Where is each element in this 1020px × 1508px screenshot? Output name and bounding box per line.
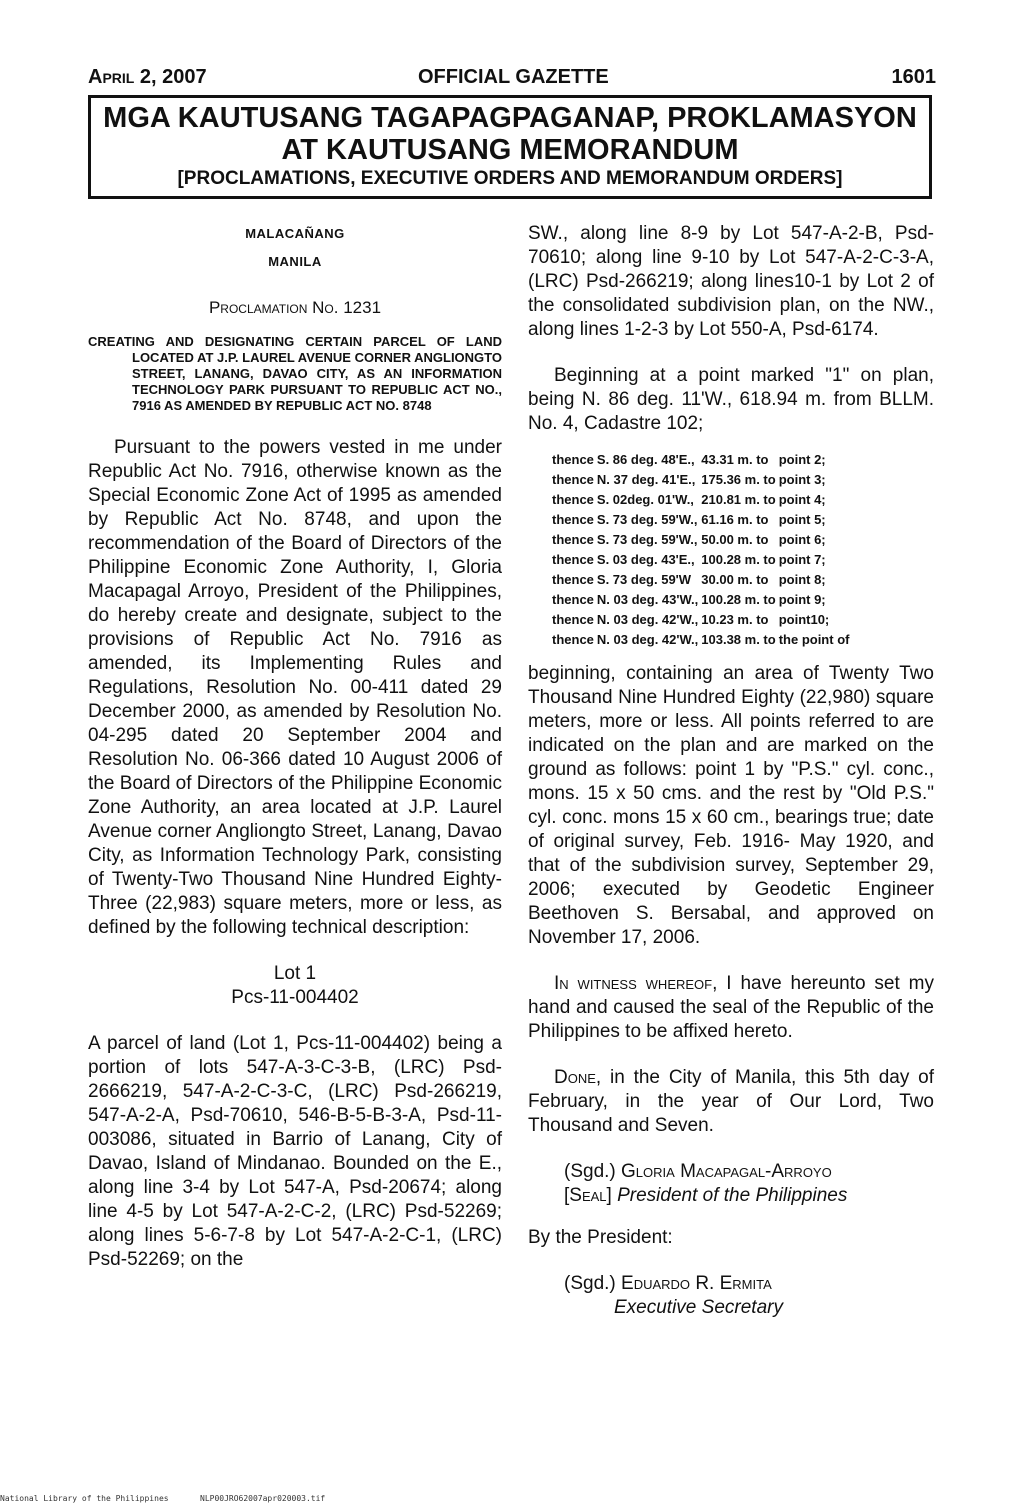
thence-word: thence xyxy=(552,492,594,507)
thence-word: thence xyxy=(552,632,594,647)
thence-bearing: S. 02deg. 01'W., xyxy=(596,492,694,507)
section-title-line2: AT KAUTUSANG MEMORANDUM xyxy=(281,134,739,166)
thence-word: thence xyxy=(552,452,594,467)
left-column xyxy=(88,222,502,1272)
thence-point: point 5; xyxy=(778,512,826,527)
area-description: beginning, containing an area of Twenty Two Thousand Nine Hundred Eighty (22,980) square meters, more or less. All points referred to are indicated on the plan and are marked on the ground as follows: point 1 by "P.S." cyl. conc., mons. 15 x 50 cms. and the rest by "Old P.S." cyl. conc. mons 15 x 60 cm., bearings true; date of original survey, Feb. 1916- May 1920, and that of the subdivision survey, September 29, 2006; executed by Geodetic Engineer Beethoven S. Bersabal, and approved on November 17, 2006. xyxy=(528,663,934,948)
thence-row xyxy=(552,530,852,550)
witness-lead: In witness whereof, xyxy=(554,973,718,994)
malacanang-label: MALACAÑANG xyxy=(245,226,345,241)
secretary-title: Executive Secretary xyxy=(614,1297,783,1318)
section-title-box xyxy=(88,95,932,199)
thence-dist: 103.38 m. to xyxy=(701,632,776,647)
thence-row xyxy=(552,510,852,530)
manila-label: MANILA xyxy=(268,254,322,269)
thence-dist: 10.23 m. to xyxy=(701,612,769,627)
thence-point: point 3; xyxy=(778,472,826,487)
thence-dist: 100.28 m. to xyxy=(701,592,776,607)
thence-row xyxy=(552,630,852,650)
thence-bearing: N. 03 deg. 42'W., xyxy=(596,632,699,647)
witness-paragraph xyxy=(528,972,934,1044)
header-gazette-title: OFFICIAL GAZETTE xyxy=(418,66,609,88)
footer-filename: NLP00JRO62007apr020003.tif xyxy=(200,1494,326,1503)
thence-bearing: N. 37 deg. 41'E., xyxy=(596,472,696,487)
header-page-number: 1601 xyxy=(891,66,936,88)
president-title: President of the Philippines xyxy=(617,1185,848,1206)
right-column xyxy=(528,222,934,1320)
thence-point: point 9; xyxy=(778,592,826,607)
proclamation-subject: CREATING AND DESIGNATING CERTAIN PARCEL OF LAND LOCATED AT J.P. LAUREL AVENUE CORNER ANGLIONGTO STREET, LANANG, DAVAO CITY, AS AN INFORMATION TECHNOLOGY PARK PURSUANT TO REPUBLIC ACT NO., 7916 AS AMENDED BY REPUBLIC ACT NO. 8748 xyxy=(88,334,502,413)
thence-dist: 43.31 m. to xyxy=(701,452,769,467)
header-date: April 2, 2007 xyxy=(88,66,207,88)
thence-bearing: S. 86 deg. 48'E., xyxy=(596,452,695,467)
thence-point: point 4; xyxy=(778,492,826,507)
thence-dist: 50.00 m. to xyxy=(701,532,769,547)
thence-row xyxy=(552,610,852,630)
thence-word: thence xyxy=(552,512,594,527)
section-title-line3: [PROCLAMATIONS, EXECUTIVE ORDERS AND MEMORANDUM ORDERS] xyxy=(177,168,843,189)
boundary-continuation: SW., along line 8-9 by Lot 547-A-2-B, Psd-70610; along line 9-10 by Lot 547-A-2-C-3-A, (LRC) Psd-266219; along lines10-1 by Lot 2 of the consolidated subdivision plan, on the NW., along lines 1-2-3 by Lot 550-A, Psd-6174. xyxy=(528,223,934,340)
secretary-name: Eduardo R. Ermita xyxy=(621,1273,772,1294)
thence-bearing: N. 03 deg. 43'W., xyxy=(596,592,699,607)
witness-text: I have hereunto set my hand and caused the seal of the Republic of the Philippines to be affixed hereto. xyxy=(528,973,934,1042)
president-name: Gloria Macapagal-Arroyo xyxy=(621,1161,832,1182)
done-text: in the City of Manila, this 5th day of February, in the year of Our Lord, Two Thousand and Seven. xyxy=(528,1067,934,1136)
thence-dist: 30.00 m. to xyxy=(701,572,769,587)
thence-point: point10; xyxy=(778,612,830,627)
by-the-president: By the President: xyxy=(528,1227,673,1248)
thence-table xyxy=(552,450,852,650)
proclamation-body: Pursuant to the powers vested in me under Republic Act No. 7916, otherwise known as the Special Economic Zone Act of 1995 as amended by Republic Act No. 8748, and upon the recommendation of the Board of Directors of the Philippine Economic Zone Authority, I, Gloria Macapagal Arroyo, President of the Philippines, do hereby create and designate, subject to the provisions of Republic Act No. 7916 as amended, its Implementing Rules and Regulations, Resolution No. 00-411 dated 29 December 2000, as amended by Resolution No. 04-295 dated 20 September 2004 and Resolution No. 06-366 dated 10 August 2006 of the Board of Directors of the Philippine Economic Zone Authority, an area located at J.P. Laurel Avenue corner Angliongto Street, Lanang, Davao City, as Information Technology Park, consisting of Twenty-Two Thousand Nine Hundred Eighty-Three (22,983) square meters, more or less, as defined by the following technical description: xyxy=(88,437,502,938)
page-header xyxy=(88,66,936,94)
thence-word: thence xyxy=(552,472,594,487)
thence-point: point 2; xyxy=(778,452,826,467)
thence-row xyxy=(552,590,852,610)
proclamation-number: Proclamation No. 1231 xyxy=(208,298,382,317)
thence-point: point 8; xyxy=(778,572,826,587)
sgd-prefix: (Sgd.) xyxy=(564,1161,622,1182)
thence-row xyxy=(552,490,852,510)
sgd-prefix: (Sgd.) xyxy=(564,1273,622,1294)
thence-row xyxy=(552,450,852,470)
footer-library: National Library of the Philippines xyxy=(0,1494,169,1503)
thence-bearing: S. 73 deg. 59'W., xyxy=(596,512,698,527)
thence-point: the point of xyxy=(778,632,850,647)
thence-word: thence xyxy=(552,592,594,607)
thence-bearing: N. 03 deg. 42'W., xyxy=(596,612,699,627)
president-signature-block xyxy=(528,1160,934,1208)
thence-word: thence xyxy=(552,572,594,587)
thence-point: point 7; xyxy=(778,552,826,567)
thence-row xyxy=(552,470,852,490)
thence-word: thence xyxy=(552,612,594,627)
beginning-point: Beginning at a point marked "1" on plan, being N. 86 deg. 11'W., 618.94 m. from BLLM. No. 4, Cadastre 102; xyxy=(528,365,934,434)
lot-code: Pcs-11-004402 xyxy=(231,987,359,1008)
thence-bearing: S. 03 deg. 43'E., xyxy=(596,552,695,567)
seal-label: [Seal] xyxy=(564,1185,612,1206)
section-title-line1: MGA KAUTUSANG TAGAPAGPAGANAP, PROKLAMASYON xyxy=(103,102,917,134)
thence-dist: 100.28 m. to xyxy=(701,552,776,567)
lot-description: A parcel of land (Lot 1, Pcs-11-004402) being a portion of lots 547-A-3-C-3-B, (LRC) Psd-2666219, 547-A-2-C-3-C, (LRC) Psd-266219, 547-A-2-A, Psd-70610, 546-B-5-B-3-A, Psd-11-003086, situated in Barrio of Lanang, City of Davao, Island of Mindanao. Bounded on the E., along line 3-4 by Lot 547-A, Psd-20674; along line 4-5 by Lot 547-A-2-C-2, (LRC) Psd-52269; along lines 5-6-7-8 by Lot 547-A-2-C-1, (LRC) Psd-52269; on the xyxy=(88,1033,502,1270)
thence-dist: 61.16 m. to xyxy=(701,512,769,527)
thence-row xyxy=(552,550,852,570)
lot-title: Lot 1 xyxy=(273,963,317,984)
thence-word: thence xyxy=(552,552,594,567)
thence-bearing: S. 73 deg. 59'W., xyxy=(596,532,698,547)
done-paragraph xyxy=(528,1066,934,1138)
thence-bearing: S. 73 deg. 59'W xyxy=(596,572,692,587)
scan-footer xyxy=(0,1494,326,1503)
done-lead: Done, xyxy=(554,1067,602,1088)
thence-word: thence xyxy=(552,532,594,547)
thence-dist: 175.36 m. to xyxy=(701,472,776,487)
secretary-signature-block xyxy=(528,1272,934,1320)
thence-point: point 6; xyxy=(778,532,826,547)
thence-row xyxy=(552,570,852,590)
thence-dist: 210.81 m. to xyxy=(701,492,776,507)
